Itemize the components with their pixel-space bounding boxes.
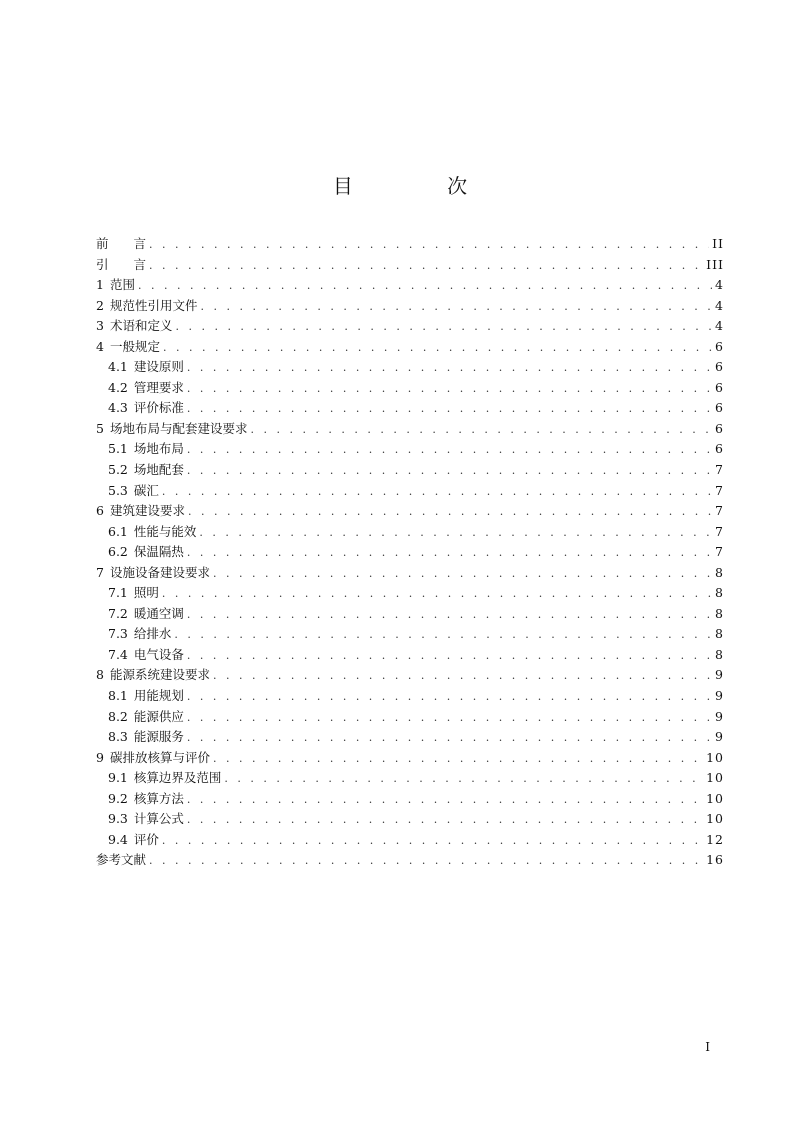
toc-leader-dots (149, 851, 703, 872)
toc-entry-page: 4 (715, 297, 724, 313)
toc-leader-dots (187, 358, 712, 379)
toc-entry-label (108, 789, 184, 810)
toc-entry-label (108, 583, 159, 604)
table-of-contents (96, 234, 724, 871)
toc-leader-dots (162, 482, 712, 503)
toc-entry-page: 7 (715, 523, 724, 539)
toc-leader-dots (187, 790, 703, 811)
toc-entry-page: 10 (706, 749, 724, 765)
toc-entry-label (108, 481, 159, 502)
toc-entry[interactable] (96, 789, 724, 810)
page-title: 目 次 (332, 174, 512, 198)
toc-entry-page: 4 (715, 277, 724, 293)
toc-entry-label (108, 460, 184, 481)
toc-entry[interactable] (96, 748, 724, 769)
toc-leader-dots (187, 810, 703, 831)
toc-entry-label (108, 439, 184, 460)
toc-entry[interactable] (96, 255, 724, 276)
toc-entry-page: 10 (706, 811, 724, 827)
toc-entry-page: 6 (715, 338, 724, 354)
toc-leader-dots (187, 687, 712, 708)
toc-entry-label (108, 645, 184, 666)
toc-entry-page: 12 (706, 831, 724, 847)
toc-entry-number: 3 (96, 318, 104, 334)
toc-entry-page: 4 (715, 318, 724, 334)
toc-entry-label (96, 234, 146, 255)
toc-entry-label (96, 316, 172, 337)
toc-leader-dots (213, 749, 703, 770)
toc-entry-text: 给排水 (133, 626, 172, 642)
toc-entry-text: 能源系统建设要求 (109, 667, 210, 683)
toc-entry[interactable] (96, 378, 724, 399)
toc-leader-dots (187, 708, 712, 729)
toc-entry-page: 6 (715, 359, 724, 375)
toc-entry[interactable] (96, 542, 724, 563)
toc-entry-label (96, 501, 185, 522)
toc-entry-text: 性能与能效 (133, 523, 197, 539)
toc-entry-number: 8.2 (108, 708, 128, 724)
toc-entry-text: 场地配套 (133, 462, 184, 478)
toc-entry-label (96, 563, 210, 584)
toc-leader-dots (149, 256, 703, 277)
toc-leader-dots (187, 440, 712, 461)
toc-entry-page: 6 (715, 400, 724, 416)
toc-entry-number: 4.3 (108, 400, 128, 416)
toc-entry-label (108, 624, 171, 645)
toc-entry-label (96, 337, 160, 358)
toc-entry-label (96, 419, 247, 440)
toc-entry-label (108, 357, 184, 378)
toc-leader-dots (200, 297, 712, 318)
toc-entry-label (108, 522, 196, 543)
toc-entry-label (96, 850, 146, 871)
toc-entry-page: 7 (715, 503, 724, 519)
toc-entry-number: 8 (96, 667, 104, 683)
toc-entry-number: 5.3 (108, 482, 128, 498)
toc-entry-text: 建筑建设要求 (109, 503, 185, 519)
toc-entry-number: 9.2 (108, 790, 128, 806)
toc-entry-text: 参考文献 (96, 852, 147, 868)
toc-entry[interactable] (96, 665, 724, 686)
toc-entry-number: 1 (96, 277, 104, 293)
toc-entry-number: 9.3 (108, 811, 128, 827)
toc-leader-dots (250, 420, 712, 441)
toc-entry-page: 8 (715, 646, 724, 662)
toc-entry-text: 前 言 (96, 236, 147, 251)
toc-entry[interactable] (96, 439, 724, 460)
toc-entry-number: 7.3 (108, 626, 128, 642)
toc-entry-page: 9 (715, 688, 724, 704)
toc-entry-text: 照明 (133, 585, 159, 601)
toc-entry[interactable] (96, 830, 724, 851)
toc-leader-dots (213, 564, 712, 585)
toc-entry-number: 2 (96, 297, 104, 313)
toc-entry-text: 电气设备 (133, 646, 184, 662)
toc-entry-text: 计算公式 (133, 811, 184, 827)
toc-entry[interactable] (96, 563, 724, 584)
toc-entry-page: 16 (706, 852, 724, 868)
toc-leader-dots (138, 276, 712, 297)
toc-entry-text: 能源服务 (133, 729, 184, 745)
toc-entry[interactable] (96, 419, 724, 440)
toc-entry-page: III (706, 256, 724, 272)
toc-entry-number: 4.1 (108, 359, 128, 375)
toc-entry-text: 核算方法 (133, 790, 184, 806)
toc-leader-dots (175, 317, 712, 338)
toc-leader-dots (187, 543, 712, 564)
toc-leader-dots (187, 605, 712, 626)
toc-entry-label (108, 707, 184, 728)
toc-entry-text: 用能规划 (133, 688, 184, 704)
toc-entry-label (96, 748, 210, 769)
toc-entry-page: 9 (715, 667, 724, 683)
toc-entry-label (96, 665, 210, 686)
toc-entry[interactable] (96, 398, 724, 419)
toc-entry-text: 设施设备建设要求 (109, 564, 210, 580)
toc-entry[interactable] (96, 337, 724, 358)
toc-entry-number: 4.2 (108, 379, 128, 395)
toc-leader-dots (174, 625, 712, 646)
toc-entry-number: 7.2 (108, 605, 128, 621)
toc-entry[interactable] (96, 522, 724, 543)
toc-entry-page: 7 (715, 482, 724, 498)
toc-leader-dots (163, 338, 712, 359)
toc-entry-label (96, 275, 135, 296)
toc-entry-page: 8 (715, 605, 724, 621)
toc-entry-page: 6 (715, 379, 724, 395)
toc-entry-text: 能源供应 (133, 708, 184, 724)
toc-entry-number: 9 (96, 749, 104, 765)
toc-entry-page: 8 (715, 585, 724, 601)
toc-leader-dots (162, 584, 712, 605)
toc-entry[interactable] (96, 707, 724, 728)
toc-entry[interactable] (96, 624, 724, 645)
toc-entry-text: 碳排放核算与评价 (109, 749, 210, 765)
toc-entry-number: 7 (96, 564, 104, 580)
toc-entry-page: 10 (706, 790, 724, 806)
toc-entry-label (108, 378, 184, 399)
toc-leader-dots (188, 502, 712, 523)
toc-entry-text: 碳汇 (133, 482, 159, 498)
toc-entry[interactable] (96, 481, 724, 502)
toc-entry-label (108, 809, 184, 830)
toc-entry-text: 场地布局与配套建设要求 (109, 420, 248, 436)
toc-entry-page: II (712, 236, 724, 251)
toc-entry-label (108, 727, 184, 748)
toc-leader-dots (149, 235, 709, 256)
toc-entry-number: 8.1 (108, 688, 128, 704)
toc-entry-text: 建设原则 (133, 359, 184, 375)
toc-entry-number: 6.1 (108, 523, 128, 539)
toc-leader-dots (224, 769, 703, 790)
toc-entry-label (108, 604, 184, 625)
toc-leader-dots (199, 523, 712, 544)
toc-leader-dots (187, 399, 712, 420)
toc-entry-page: 6 (715, 420, 724, 436)
toc-entry[interactable] (96, 501, 724, 522)
toc-entry-number: 7.4 (108, 646, 128, 662)
toc-entry-number: 9.1 (108, 770, 128, 786)
toc-entry-label (96, 255, 146, 276)
toc-entry-page: 10 (706, 770, 724, 786)
toc-entry-number: 5.2 (108, 462, 128, 478)
toc-entry-page: 9 (715, 708, 724, 724)
toc-entry[interactable] (96, 809, 724, 830)
toc-entry-label (108, 830, 159, 851)
toc-entry-label (108, 398, 184, 419)
toc-entry[interactable] (96, 604, 724, 625)
toc-leader-dots (187, 728, 712, 749)
toc-entry[interactable] (96, 296, 724, 317)
toc-leader-dots (187, 379, 712, 400)
toc-entry-text: 评价标准 (133, 400, 184, 416)
toc-entry-text: 引 言 (96, 256, 147, 272)
toc-entry-label (108, 542, 184, 563)
toc-entry-number: 9.4 (108, 831, 128, 847)
toc-entry-page: 7 (715, 544, 724, 560)
toc-entry-number: 5.1 (108, 441, 128, 457)
toc-entry-page: 9 (715, 729, 724, 745)
toc-entry-text: 规范性引用文件 (109, 297, 198, 313)
toc-entry-text: 场地布局 (133, 441, 184, 457)
toc-entry-label (108, 768, 221, 789)
toc-leader-dots (162, 831, 703, 852)
toc-entry-text: 范围 (109, 277, 135, 293)
toc-entry-text: 管理要求 (133, 379, 184, 395)
toc-entry[interactable] (96, 727, 724, 748)
toc-entry-page: 8 (715, 564, 724, 580)
toc-entry-label (108, 686, 184, 707)
toc-entry-label (96, 296, 197, 317)
toc-entry-page: 6 (715, 441, 724, 457)
toc-leader-dots (213, 666, 712, 687)
toc-entry-number: 6 (96, 503, 104, 519)
page-number: I (705, 1040, 710, 1054)
toc-entry[interactable] (96, 583, 724, 604)
toc-entry-number: 4 (96, 338, 104, 354)
toc-entry[interactable] (96, 316, 724, 337)
toc-leader-dots (187, 646, 712, 667)
toc-entry-number: 7.1 (108, 585, 128, 601)
toc-entry[interactable] (96, 686, 724, 707)
toc-entry-page: 7 (715, 462, 724, 478)
toc-entry[interactable] (96, 234, 724, 255)
toc-entry-number: 5 (96, 420, 104, 436)
toc-entry[interactable] (96, 645, 724, 666)
toc-entry-text: 评价 (133, 831, 159, 847)
toc-entry-text: 保温隔热 (133, 544, 184, 560)
toc-entry-text: 暖通空调 (133, 605, 184, 621)
toc-entry[interactable] (96, 460, 724, 481)
toc-entry[interactable] (96, 275, 724, 296)
toc-entry[interactable] (96, 768, 724, 789)
toc-entry-text: 一般规定 (109, 338, 160, 354)
toc-entry[interactable] (96, 850, 724, 871)
toc-entry-page: 8 (715, 626, 724, 642)
toc-entry-text: 核算边界及范围 (133, 770, 222, 786)
toc-entry[interactable] (96, 357, 724, 378)
toc-entry-number: 6.2 (108, 544, 128, 560)
toc-entry-text: 术语和定义 (109, 318, 173, 334)
toc-entry-number: 8.3 (108, 729, 128, 745)
toc-leader-dots (187, 461, 712, 482)
